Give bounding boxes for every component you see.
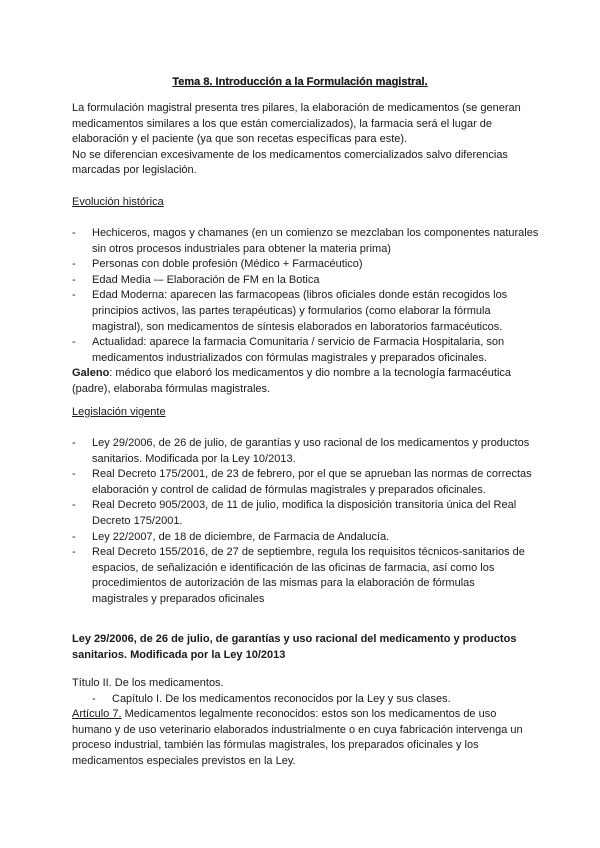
- legislacion-heading: Legislación vigente: [72, 406, 166, 418]
- evolucion-list-block: [72, 226, 540, 398]
- capitulo-list: [72, 692, 534, 708]
- list-item: - Personas con doble profesión (Médico + Farmacéutico): [72, 257, 540, 273]
- list-item: - Ley 22/2007, de 18 de diciembre, de Farmacia de Andalucía.: [72, 530, 534, 546]
- legislacion-list-block: [72, 436, 534, 608]
- list-item: - Edad Media -– Elaboración de FM en la Botica: [72, 273, 540, 289]
- articulo-paragraph: [72, 707, 534, 769]
- list-item: - Capítulo I. De los medicamentos reconocidos por la Ley y sus clases.: [92, 692, 534, 708]
- articulo-label: Artículo 7.: [72, 708, 122, 721]
- list-item: - Edad Moderna: aparecen las farmacopeas (libros oficiales donde están recogidos los principios activos, las partes terapéuticas) y formularios (como elaborar la fórmula magistral), son medicamentos de síntesis elaborados en laboratorios farmacéuticos.: [72, 288, 540, 335]
- evolucion-heading: Evolución histórica: [72, 196, 164, 208]
- evolucion-list: [72, 226, 540, 366]
- intro-paragraph-1: La formulación magistral presenta tres pilares, la elaboración de medicamentos (se generan medicamentos similares a los que están comercializados), la farmacia será el lugar de elaboración y el paciente (ya que son recetas específicas para este).: [72, 102, 521, 146]
- ley-heading: Ley 29/2006, de 26 de julio, de garantías y uso racional del medicamento y productos sanitarios. Modificada por la Ley 10/2013: [72, 633, 517, 661]
- intro-paragraph-2: No se diferencian excesivamente de los medicamentos comercializados salvo diferencias marcadas por legislación.: [72, 148, 508, 177]
- list-item: - Hechiceros, magos y chamanes (en un comienzo se mezclaban los componentes naturales sin otros procesos industriales para obtener la materia prima): [72, 226, 540, 257]
- legislacion-section: [72, 405, 532, 421]
- galeno-paragraph: [72, 366, 540, 397]
- list-item: - Actualidad: aparece la farmacia Comunitaria / servicio de Farmacia Hospitalaria, son medicamentos industrializados con fórmulas magistrales y preparados oficinales.: [72, 335, 540, 366]
- page-title: Tema 8. Introducción a la Formulación magistral.: [172, 76, 428, 88]
- evolucion-section: [72, 195, 532, 211]
- titulo-line: Título II. De los medicamentos.: [72, 677, 224, 689]
- ley-body: [72, 676, 534, 770]
- list-item: - Real Decreto 155/2016, de 27 de septiembre, regula los requisitos técnicos-sanitarios de espacios, de señalización e identificación de las oficinas de farmacia, así como los procedimientos de autorización de las mismas para la elaboración de fórmulas magistrales y preparados oficinales: [72, 545, 534, 607]
- articulo-text: Medicamentos legalmente reconocidos: estos son los medicamentos de uso humano y de uso veterinario elaborados industrialmente o en cuya fabricación intervenga un proceso industrial, también las fórmulas magistrales, los preparados oficinales y los medicamentos especiales previstos en la Ley.: [72, 708, 523, 767]
- legislacion-list: [72, 436, 534, 608]
- ley-section: [72, 631, 542, 663]
- list-item: - Ley 29/2006, de 26 de julio, de garantías y uso racional de los medicamentos y productos sanitarios. Modificada por la Ley 10/2013.: [72, 436, 534, 467]
- list-item: - Real Decreto 905/2003, de 11 de julio, modifica la disposición transitoria única del Real Decreto 175/2001.: [72, 498, 534, 529]
- intro-section: [72, 101, 532, 179]
- galeno-label: Galeno: [72, 367, 110, 380]
- galeno-text: : médico que elaboró los medicamentos y dio nombre a la tecnología farmacéutica (padre), elaboraba fórmulas magistrales.: [72, 367, 512, 395]
- list-item: - Real Decreto 175/2001, de 23 de febrero, por el que se aprueban las normas de correctas elaboración y control de calidad de fórmulas magistrales y preparados oficinales.: [72, 467, 534, 498]
